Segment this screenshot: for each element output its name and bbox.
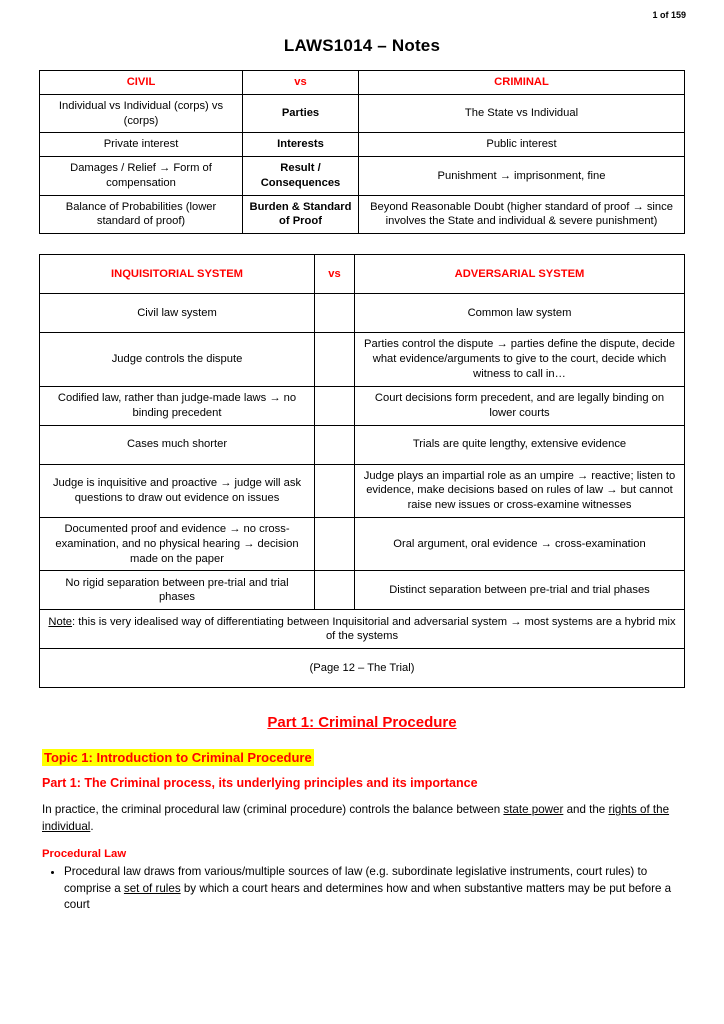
intro-text-1: In practice, the criminal procedural law (criminal procedure) controls the balance between bbox=[42, 803, 504, 817]
intro-underline-rights: rights of the individual bbox=[42, 803, 670, 834]
cell-criminal: Punishment → imprisonment, fine bbox=[359, 157, 685, 196]
table-row bbox=[40, 517, 685, 570]
table-inquisitorial-vs-adversarial bbox=[39, 254, 685, 688]
part-sub-heading: Part 1: The Criminal process, its underlying principles and its importance bbox=[42, 776, 478, 791]
cell-adversarial: Common law system bbox=[355, 294, 685, 333]
cell-spacer bbox=[315, 425, 355, 464]
bullet-underline-set-of-rules: set of rules bbox=[123, 881, 181, 895]
table-row bbox=[40, 133, 685, 157]
cell-civil: Balance of Probabilities (lower standard of proof) bbox=[40, 195, 243, 234]
cell-criminal: The State vs Individual bbox=[359, 94, 685, 133]
cell-adversarial: Judge plays an impartial role as an umpire → reactive; listen to evidence, make decisions based on rules of law → but cannot raise new issues or cross-examine witnesses bbox=[355, 464, 685, 517]
cell-civil: Private interest bbox=[40, 133, 243, 157]
cell-criminal: Beyond Reasonable Doubt (higher standard of proof → since involves the State and individual & severe punishment) bbox=[359, 195, 685, 234]
spacer bbox=[38, 234, 686, 254]
intro-paragraph bbox=[42, 802, 682, 836]
cell-adversarial: Court decisions form precedent, and are legally binding on lower courts bbox=[355, 386, 685, 425]
list-item bbox=[64, 864, 682, 914]
table-row-note bbox=[40, 610, 685, 649]
cell-civil: Damages / Relief → Form of compensation bbox=[40, 157, 243, 196]
procedural-law-bullets bbox=[42, 864, 682, 914]
table-row bbox=[40, 571, 685, 610]
cell-civil: Individual vs Individual (corps) vs (corps) bbox=[40, 94, 243, 133]
topic-heading-wrap bbox=[42, 749, 682, 776]
cell-spacer bbox=[315, 464, 355, 517]
cell-category: Result / Consequences bbox=[243, 157, 359, 196]
cell-category: Burden & Standard of Proof bbox=[243, 195, 359, 234]
table-row bbox=[40, 71, 685, 95]
cell-adversarial: Distinct separation between pre-trial and trial phases bbox=[355, 571, 685, 610]
cell-spacer bbox=[315, 294, 355, 333]
cell-category: Interests bbox=[243, 133, 359, 157]
cell-spacer bbox=[315, 517, 355, 570]
table-row bbox=[40, 333, 685, 386]
note-text: : this is very idealised way of differentiating between Inquisitorial and adversarial system → most systems are a hybrid mix of the systems bbox=[72, 615, 676, 643]
part-heading: Part 1: Criminal Procedure bbox=[267, 714, 457, 732]
table-row-source bbox=[40, 649, 685, 688]
table-source-line: (Page 12 – The Trial) bbox=[40, 649, 685, 688]
table-row bbox=[40, 94, 685, 133]
cell-inquisitorial: Cases much shorter bbox=[40, 425, 315, 464]
table-row bbox=[40, 425, 685, 464]
column-header-vs: vs bbox=[315, 255, 355, 294]
column-header-civil: CIVIL bbox=[40, 71, 243, 95]
table-row bbox=[40, 195, 685, 234]
bullet-text-1: Procedural law draws from various/multiple sources of law (e.g. subordinate legislative instruments, court rules) to comprise a bbox=[64, 864, 648, 895]
table-civil-vs-criminal bbox=[39, 70, 685, 234]
table-row bbox=[40, 464, 685, 517]
cell-criminal: Public interest bbox=[359, 133, 685, 157]
bullet-text-2: by which a court hears and determines how and when substantive matters may be put before a court bbox=[64, 881, 672, 912]
cell-adversarial: Trials are quite lengthy, extensive evidence bbox=[355, 425, 685, 464]
cell-inquisitorial: Judge controls the dispute bbox=[40, 333, 315, 386]
table-row bbox=[40, 294, 685, 333]
intro-underline-state-power: state power bbox=[503, 803, 564, 817]
column-header-inquisitorial: INQUISITORIAL SYSTEM bbox=[40, 255, 315, 294]
intro-text-2: and the bbox=[563, 803, 609, 817]
cell-adversarial: Oral argument, oral evidence → cross-examination bbox=[355, 517, 685, 570]
page-indicator: 1 of 159 bbox=[652, 10, 686, 20]
note-label: Note bbox=[48, 615, 73, 628]
page-title: LAWS1014 – Notes bbox=[283, 36, 441, 55]
cell-spacer bbox=[315, 386, 355, 425]
table-note bbox=[40, 610, 685, 649]
topic-heading: Topic 1: Introduction to Criminal Procedure bbox=[44, 750, 312, 766]
table-row bbox=[40, 386, 685, 425]
table-row bbox=[40, 255, 685, 294]
cell-inquisitorial: Civil law system bbox=[40, 294, 315, 333]
cell-inquisitorial: Documented proof and evidence → no cross-examination, and no physical hearing → decision made on the paper bbox=[40, 517, 315, 570]
intro-text-3: . bbox=[90, 820, 94, 834]
body-content bbox=[38, 749, 686, 914]
column-header-vs: vs bbox=[243, 71, 359, 95]
cell-adversarial: Parties control the dispute → parties define the dispute, decide what evidence/arguments to give to the court, decide which witness to call in… bbox=[355, 333, 685, 386]
table-row bbox=[40, 157, 685, 196]
cell-inquisitorial: Judge is inquisitive and proactive → judge will ask questions to draw out evidence on issues bbox=[40, 464, 315, 517]
cell-inquisitorial: No rigid separation between pre-trial and trial phases bbox=[40, 571, 315, 610]
cell-category: Parties bbox=[243, 94, 359, 133]
cell-inquisitorial: Codified law, rather than judge-made laws → no binding precedent bbox=[40, 386, 315, 425]
cell-spacer bbox=[315, 571, 355, 610]
procedural-law-heading: Procedural Law bbox=[42, 847, 127, 860]
column-header-criminal: CRIMINAL bbox=[359, 71, 685, 95]
column-header-adversarial: ADVERSARIAL SYSTEM bbox=[355, 255, 685, 294]
cell-spacer bbox=[315, 333, 355, 386]
